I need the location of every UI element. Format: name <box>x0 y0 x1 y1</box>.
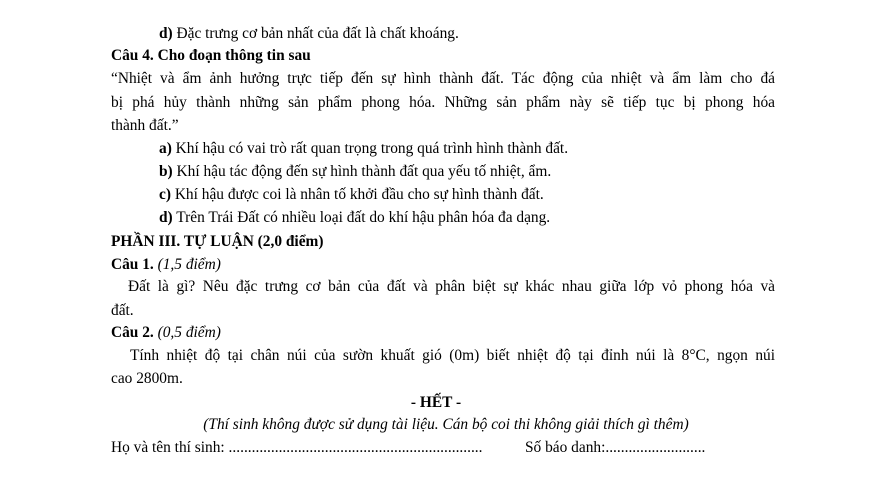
candidate-id-field: Số báo danh:.......................... <box>525 439 706 456</box>
q3-option-d <box>159 24 459 44</box>
candidate-name-field: Họ và tên thí sinh: .................................................................. <box>111 439 483 456</box>
q4-option-b <box>159 162 551 182</box>
q4-passage-line-2: bị phá hủy thành những sản phẩm phong hóa. Những sản phẩm này sẽ tiếp tục bị phong hóa <box>111 94 775 111</box>
essay-q1-heading <box>111 255 221 275</box>
q4-passage-line-1: “Nhiệt và ẩm ảnh hưởng trực tiếp đến sự hình thành đất. Tác động của nhiệt và ẩm làm cho đá <box>111 70 775 87</box>
option-letter: d) <box>159 209 173 226</box>
q4-option-a <box>159 139 568 159</box>
option-text: Trên Trái Đất có nhiều loại đất do khí hậu phân hóa đa dạng. <box>172 209 551 226</box>
option-text: Khí hậu tác động đến sự hình thành đất qua yếu tố nhiệt, ẩm. <box>172 163 552 180</box>
essay-q2-line-2: cao 2800m. <box>111 370 183 387</box>
question-points: (1,5 điểm) <box>153 256 221 273</box>
essay-q2-heading <box>111 323 221 343</box>
q4-option-d <box>159 208 550 228</box>
question-label: Câu 2. <box>111 324 154 341</box>
exam-note: (Thí sinh không được sử dụng tài liệu. Cán bộ coi thi không giải thích gì thêm) <box>203 416 689 433</box>
q4-passage-line-3: thành đất.” <box>111 117 179 134</box>
option-letter: b) <box>159 163 173 180</box>
question-points: (0,5 điểm) <box>153 324 221 341</box>
q4-option-c <box>159 185 544 205</box>
option-text: Khí hậu được coi là nhân tố khởi đầu cho sự hình thành đất. <box>170 186 544 203</box>
end-marker: - HẾT - <box>410 394 462 411</box>
essay-q2-line-1: Tính nhiệt độ tại chân núi của sườn khuất gió (0m) biết nhiệt độ tại đỉnh núi là 8°C, ngọn núi <box>130 347 775 364</box>
q4-heading: Câu 4. Cho đoạn thông tin sau <box>111 47 311 64</box>
option-text: Đặc trưng cơ bản nhất của đất là chất khoáng. <box>172 25 459 42</box>
essay-q1-line-2: đất. <box>111 302 134 319</box>
option-text: Khí hậu có vai trò rất quan trọng trong quá trình hình thành đất. <box>171 140 569 157</box>
essay-q1-line-1: Đất là gì? Nêu đặc trưng cơ bản của đất và phân biệt sự khác nhau giữa lớp vỏ phong hóa và <box>128 278 775 295</box>
option-letter: d) <box>159 25 173 42</box>
option-letter: a) <box>159 140 172 157</box>
question-label: Câu 1. <box>111 256 154 273</box>
option-letter: c) <box>159 186 171 203</box>
part3-heading: PHẦN III. TỰ LUẬN (2,0 điểm) <box>111 233 324 250</box>
